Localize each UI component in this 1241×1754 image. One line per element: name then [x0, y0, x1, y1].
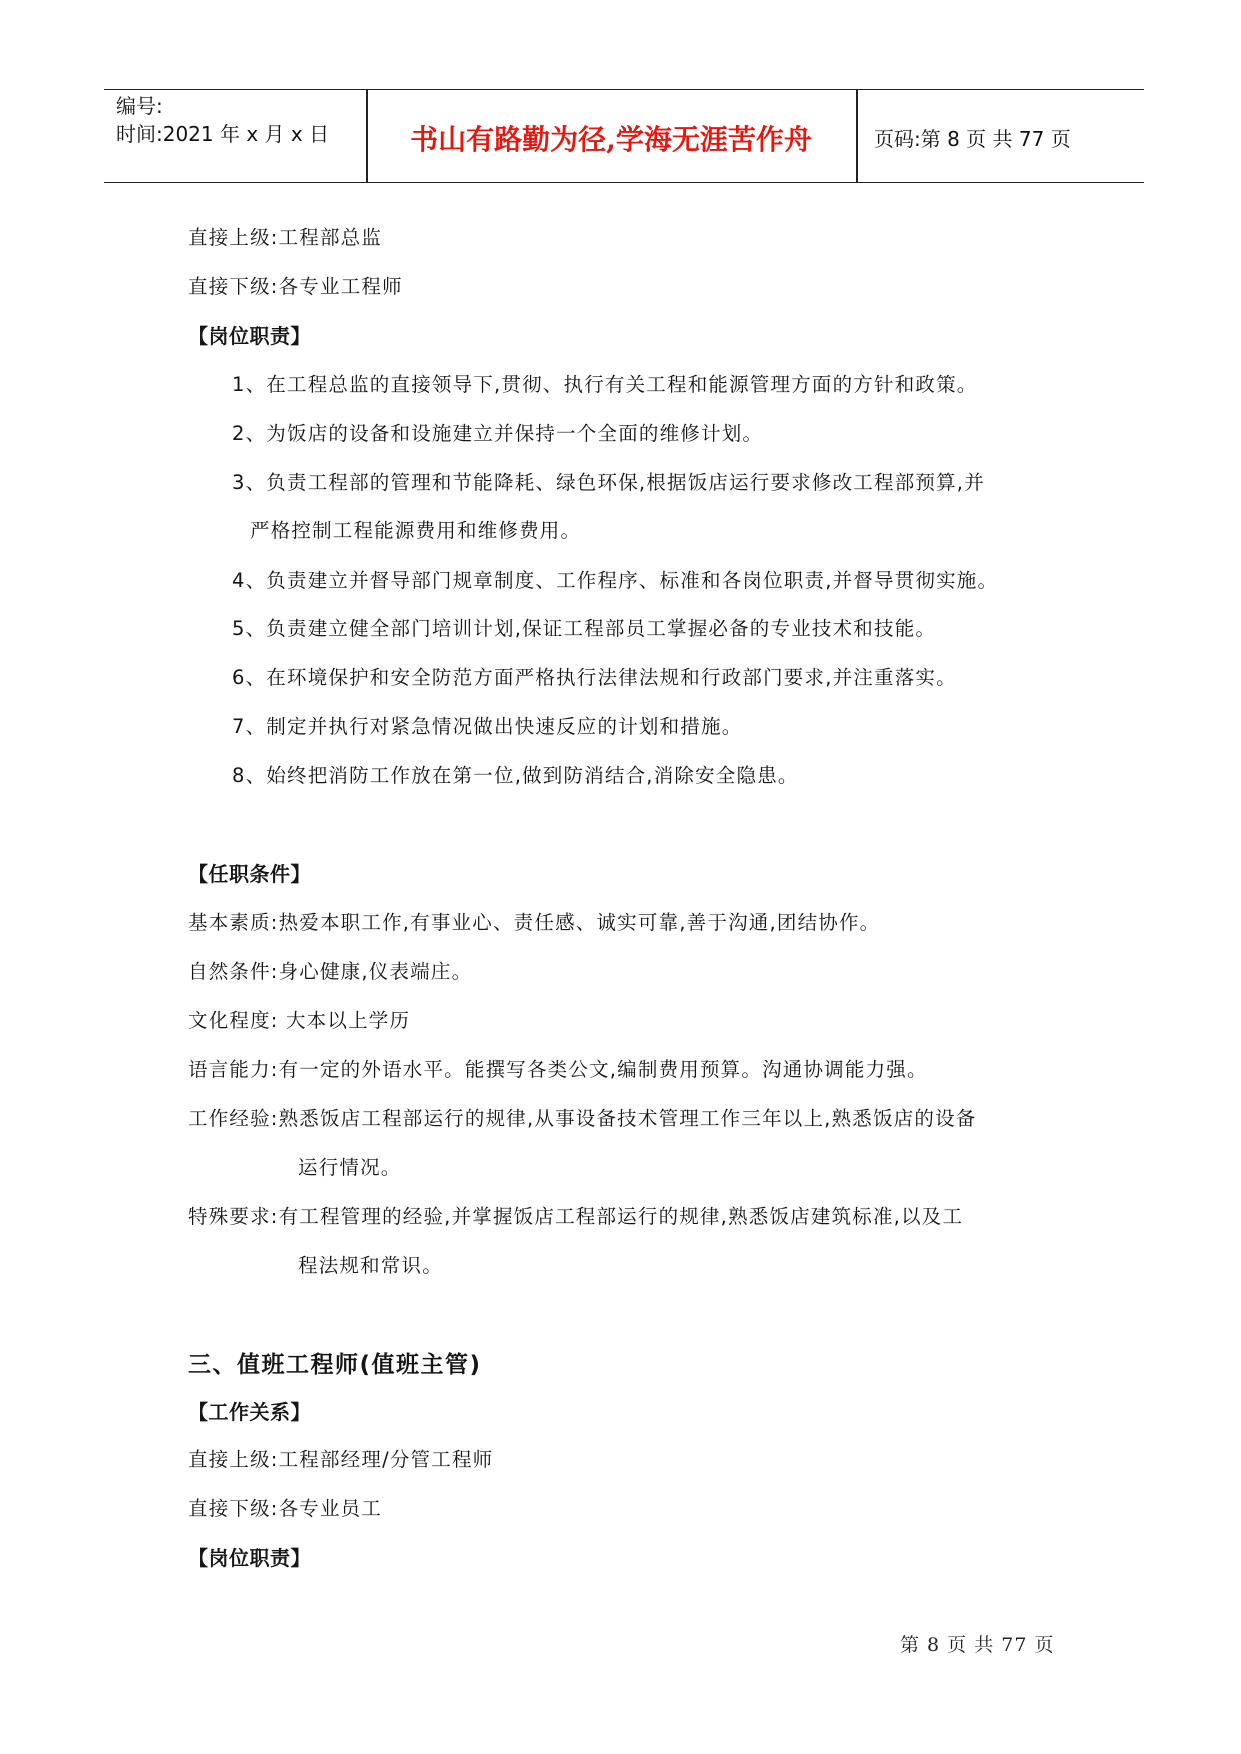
header-motto: 书山有路勤为径,学海无涯苦作舟: [410, 123, 812, 156]
section-heading: 【工作关系】: [188, 1400, 311, 1424]
list-item: 5、负责建立健全部门培训计划,保证工程部员工掌握必备的专业技术和技能。: [232, 617, 937, 640]
document-time-label: 时间:2021 年 x 月 x 日: [116, 122, 330, 146]
list-item: 7、制定并执行对紧急情况做出快速反应的计划和措施。: [232, 715, 743, 738]
list-item: 4、负责建立并督导部门规章制度、工作程序、标准和各岗位职责,并督导贯彻实施。: [232, 569, 999, 592]
text-line: 语言能力:有一定的外语水平。能撰写各类公文,编制费用预算。沟通协调能力强。: [188, 1058, 928, 1081]
text-line: 直接下级:各专业员工: [188, 1497, 383, 1520]
text-line-continuation: 程法规和常识。: [298, 1254, 443, 1277]
document-number-label: 编号:: [116, 94, 163, 118]
header-page-indicator: 页码:第 8 页 共 77 页: [874, 127, 1071, 151]
page-header: [104, 89, 1144, 183]
list-item: 8、始终把消防工作放在第一位,做到防消结合,消除安全隐患。: [232, 764, 799, 787]
chapter-title: 三、值班工程师(值班主管): [188, 1352, 482, 1378]
section-heading: 【任职条件】: [188, 862, 311, 886]
text-line: 直接上级:工程部总监: [188, 226, 383, 249]
text-line: 自然条件:身心健康,仪表端庄。: [188, 960, 473, 983]
list-item: 6、在环境保护和安全防范方面严格执行法律法规和行政部门要求,并注重落实。: [232, 666, 957, 689]
text-line: 直接上级:工程部经理/分管工程师: [188, 1448, 494, 1471]
header-divider-right: [856, 90, 858, 182]
page-footer: 第 8 页 共 77 页: [900, 1634, 1055, 1656]
text-line-continuation: 运行情况。: [298, 1156, 402, 1179]
header-meta: [116, 92, 329, 148]
text-line: 工作经验:熟悉饭店工程部运行的规律,从事设备技术管理工作三年以上,熟悉饭店的设备: [188, 1107, 977, 1130]
text-line: 直接下级:各专业工程师: [188, 275, 403, 298]
section-heading: 【岗位职责】: [188, 1546, 311, 1570]
list-item: 2、为饭店的设备和设施建立并保持一个全面的维修计划。: [232, 422, 764, 445]
text-line: 基本素质:热爱本职工作,有事业心、责任感、诚实可靠,善于沟通,团结协作。: [188, 911, 881, 934]
list-item: 3、负责工程部的管理和节能降耗、绿色环保,根据饭店运行要求修改工程部预算,并: [232, 471, 985, 494]
list-item: 1、在工程总监的直接领导下,贯彻、执行有关工程和能源管理方面的方针和政策。: [232, 373, 978, 396]
text-line: 文化程度: 大本以上学历: [188, 1009, 411, 1032]
list-item-continuation: 严格控制工程能源费用和维修费用。: [250, 519, 582, 542]
text-line: 特殊要求:有工程管理的经验,并掌握饭店工程部运行的规律,熟悉饭店建筑标准,以及工: [188, 1205, 964, 1228]
section-heading: 【岗位职责】: [188, 324, 311, 348]
